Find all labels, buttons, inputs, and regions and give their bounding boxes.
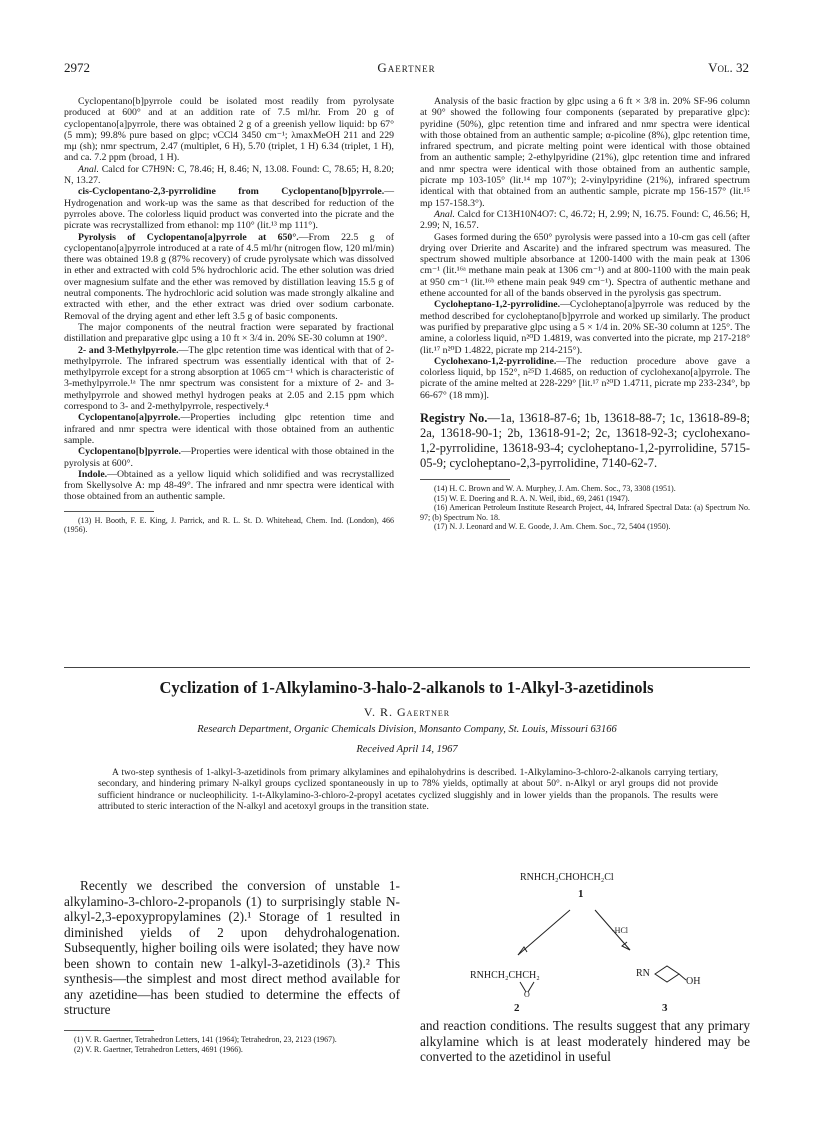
paragraph: Analysis of the basic fraction by glpc using a 6 ft × 3/8 in. 20% SF-96 column at 90° showed the following four components (separated by preparative glpc): pyridine (50%), glpc retention time and infrared and nmr spectra were identical with those obtained from an authentic sample; α-picoline (8%), glpc retention time, infrared spectrum, and picrate melting point were identical with those obtained from an authentic sample; 2-ethylpyridine (21%), glpc retention time and infrared and nmr spectra were identical with those obtained from an authentic sample, picrate mp 103-105° (lit.¹⁴ mp 107°); 2-vinylpyridine (21%), infrared spectrum identical with that obtained from an authentic sample, picrate mp 156-157° (lit.¹⁵ mp 157-158.3°). (420, 96, 750, 209)
ring-hydroxyl: OH (686, 976, 701, 987)
paragraph: Cycloheptano-1,2-pyrrolidine.—Cycloheptano[a]pyrrole was reduced by the method described for cycloheptano[b]pyrrole and worked up similarly. The product was purified by preparative glpc using a 5 × 1/4 in. 20% SE-30 column at 125°. The amine, a colorless liquid, n²⁰D 1.4819, was converted into the picrate, mp 217-218° (lit.¹⁷ n²⁰D 1.4822, picrate mp 214-215°). (420, 299, 750, 356)
arrow-to-2 (518, 910, 570, 955)
epoxide-oxygen: O (524, 990, 530, 999)
paragraph: Gases formed during the 650° pyrolysis were passed into a 10-cm gas cell (after drying over Drierite and Ascarite) and the infrared spectrum was measured. The spectrum showed multiple absorbance at 1200-1400 with the main peak at 1306 cm⁻¹ (lit.¹⁶ᵃ methane main peak at 1306 cm⁻¹) and at 800-1100 with the main peak at 950 cm⁻¹ (lit.¹⁶ᵇ ethene main peak 949 cm⁻¹). Spectra of authentic methane and ethene accounted for all of the bands observed in the pyrolysis gas spectrum. (420, 231, 750, 300)
paragraph: Cyclohexano-1,2-pyrrolidine.—The reduction procedure above gave a colorless liquid, bp 152°, n²⁵D 1.4685, on reduction of cyclohexano[a]pyrrole. The picrate of the amine melted at 228-229° [lit.¹⁷ n²⁰D 1.4711, picrate mp 233-234°, bp 66-67° (18 mm)]. (420, 355, 750, 401)
compound-1-label: 1 (578, 888, 584, 900)
article-footnotes (64, 1022, 400, 1054)
compound-1-formula: RNHCH₂CHOHCH₂Cl (520, 872, 614, 883)
footnote: (16) American Petroleum Institute Research Project, 44, Infrared Spectral Data: (a) Spectrum No. 97; (b) Spectrum No. 18. (420, 503, 750, 522)
footnote-rule (64, 511, 154, 512)
paragraph: Cyclopentano[b]pyrrole could be isolated most readily from pyrolysate produced at 600° and at an addition rate of 7.5 ml/hr. From 20 g of cyclopentano[a]pyrrole, there was obtained 2 g of a greenish yellow liquid: bp 67° (5 mm); 99.8% pure based on glpc; νCCl4 3450 cm⁻¹; λmaxMeOH 211 and 229 mμ (sh); nmr spectrum, 2.47 (multiplet, 6 H), 5.70 (triplet, 1 H) 6.34 (triplet, 1 H), and ca. 7.2 ppm (broad, 1 H). (64, 96, 394, 164)
reaction-scheme (420, 870, 750, 1015)
footnote: (13) H. Booth, F. E. King, J. Parrick, and R. L. St. D. Whitehead, Chem. Ind. (London), 466 (1956). (64, 515, 394, 535)
reagent-label: -HCl (612, 926, 628, 935)
paragraph: Cyclopentano[a]pyrrole.—Properties including glpc retention time and infrared and nmr spectra were identical with those obtained from an authentic sample. (64, 412, 394, 446)
footnote: (14) H. C. Brown and W. A. Murphey, J. Am. Chem. Soc., 73, 3308 (1951). (434, 484, 676, 494)
article-title: Cyclization of 1-Alkylamino-3-halo-2-alkanols to 1-Alkyl-3-azetidinols (159, 678, 654, 697)
left-column (64, 96, 394, 535)
paragraph: Pyrolysis of Cyclopentano[a]pyrrole at 650°.—From 22.5 g of cyclopentano[a]pyrrole introduced at a rate of 4.5 ml/hr (nitrogen flow, 120 ml/min) there was obtained 19.8 g (87% recovery) of crude pyrolysate which was dissolved in ether and extracted with cold 5% hydrochloric acid. The ether solution was dried over magnesium sulfate and the ether was removed by distillation leaving 15.5 g of neutral components. The hydrochloric acid solution was made strongly alkaline and extracted with ether, and the ether extract was dried over sodium carbonate. Removal of the drying agent and ether left 3.5 g of basic components. (64, 231, 394, 322)
page-number: 2972 (64, 60, 90, 75)
running-header (64, 60, 749, 80)
article-body-right: and reaction conditions. The results suggest that any primary alkylamine which is at least moderately hindered may be converted to the azetidinol in useful (420, 1018, 750, 1064)
article-author: V. R. Gaertner (363, 705, 451, 719)
article-divider (64, 667, 750, 668)
article-affiliation: Research Department, Organic Chemicals Division, Monsanto Company, St. Louis, Missouri 63166 (197, 724, 617, 735)
compound-2-label: 2 (514, 1002, 520, 1014)
abstract: A two-step synthesis of 1-alkyl-3-azetidinols from primary alkylamines and epihalohydrins is described. 1-Alkylamino-3-chloro-2-alkanols carrying tertiary, secondary, and hindering primary N-alkyl groups cyclized spontaneously in up to 78% yields, optimally at about 50°. n-Alkyl or aryl groups did not provide sufficient hindrance or nucleophilicity. 1-t-Alkylamino-3-chloro-2-propyl acetates cyclized sluggishly and in lower yields than the propanols. The results were attributed to steric interaction of the N-alkyl and acetoxyl groups in the transition state. (98, 768, 718, 812)
paragraph: Anal. Calcd for C7H9N: C, 78.46; H, 8.46; N, 13.08. Found: C, 78.65; H, 8.20; N, 13.27. (64, 163, 394, 187)
footnote: (17) N. J. Leonard and W. E. Goode, J. Am. Chem. Soc., 72, 5404 (1950). (434, 522, 671, 532)
paragraph: Anal. Calcd for C13H10N4O7: C, 46.72; H, 2.99; N, 16.75. Found: C, 46.56; H, 2.99; N, 16.57. (420, 208, 750, 232)
footnote-rule (420, 479, 510, 480)
footnote: (1) V. R. Gaertner, Tetrahedron Letters, 141 (1964); Tetrahedron, 23, 2123 (1967). (74, 1035, 337, 1044)
oh-bond (679, 974, 686, 980)
received-date: Received April 14, 1967 (356, 744, 458, 755)
article-body-left: Recently we described the conversion of unstable 1-alkylamino-3-chloro-2-propanols (1) to surprisingly stable N-alkyl-2,3-epoxypropylamines (2).¹ Storage of 1 resulted in diminished yields of 2 upon dehydrohalogenation. Subsequently, higher boiling oils were isolated; they have now been shown to contain new 1-alkyl-3-azetidinols (3).² This synthesis—the simplest and most direct method available for any azetidine—has been studied to determine the effects of structure (64, 878, 400, 1017)
running-author: Gaertner (377, 60, 436, 75)
ring-nitrogen: RN (636, 968, 650, 979)
scheme-arrows (420, 870, 750, 1015)
footnote-rule (64, 1030, 154, 1031)
paragraph: The major components of the neutral fraction were separated by fractional distillation and preparative glpc using a 10 ft × 3/4 in. 20% SE-30 column at 190°. (64, 321, 394, 345)
paragraph: cis-Cyclopentano-2,3-pyrrolidine from Cyclopentano[b]pyrrole.—Hydrogenation and work-up was the same as that described for reduction of the pyrroles above. The colorless liquid product was converted into the picrate and the picrate was recrystallized from ethanol: mp 110° (lit.¹³ mp 111°). (64, 186, 394, 232)
right-column (420, 96, 750, 532)
paragraph: Cyclopentano[b]pyrrole.—Properties were identical with those obtained in the pyrolysis at 600°. (64, 446, 394, 469)
compound-3-label: 3 (662, 1002, 668, 1014)
footnote: (2) V. R. Gaertner, Tetrahedron Letters, 4691 (1966). (74, 1044, 243, 1054)
footnote: (15) W. E. Doering and R. A. N. Weil, ibid., 69, 2461 (1947). (434, 493, 630, 503)
compound-2-formula: RNHCH₂CHCH₂ (470, 970, 540, 981)
paragraph: Indole.—Obtained as a yellow liquid which solidified and was recrystallized from Skellysolve A: mp 48-49°. The infrared and nmr spectra were identical with those obtained from an authentic sample. (64, 468, 394, 503)
registry-numbers: Registry No.—1a, 13618-87-6; 1b, 13618-88-7; 1c, 13618-89-8; 2a, 13618-90-1; 2b, 13618-91-2; 2c, 13618-92-3; cyclohexano-1,2-pyrrolidine, 13618-93-4; cycloheptano-1,2-pyrrolidine, 5715-05-9; cycloheptano-2,3-pyrrolidine, 7140-62-7. (420, 411, 750, 471)
azetidine-ring (655, 966, 679, 982)
paragraph: 2- and 3-Methylpyrrole.—The glpc retention time was identical with that of 2-methylpyrrole. The infrared spectrum was essentially identical with that of 2-methylpyrrole except for a strong absorption at 1065 cm⁻¹ which is characteristic of 3-methylpyrrole.¹ᵃ The nmr spectrum was consistent for a mixture of 2- and 3-methylpyrrole and showed methyl hydrogen peaks at 2.05 and 2.15 ppm which correspond to 3- and 2-methylpyrrole, respectively.⁴ (64, 344, 394, 413)
volume-label: Vol. 32 (708, 60, 749, 75)
